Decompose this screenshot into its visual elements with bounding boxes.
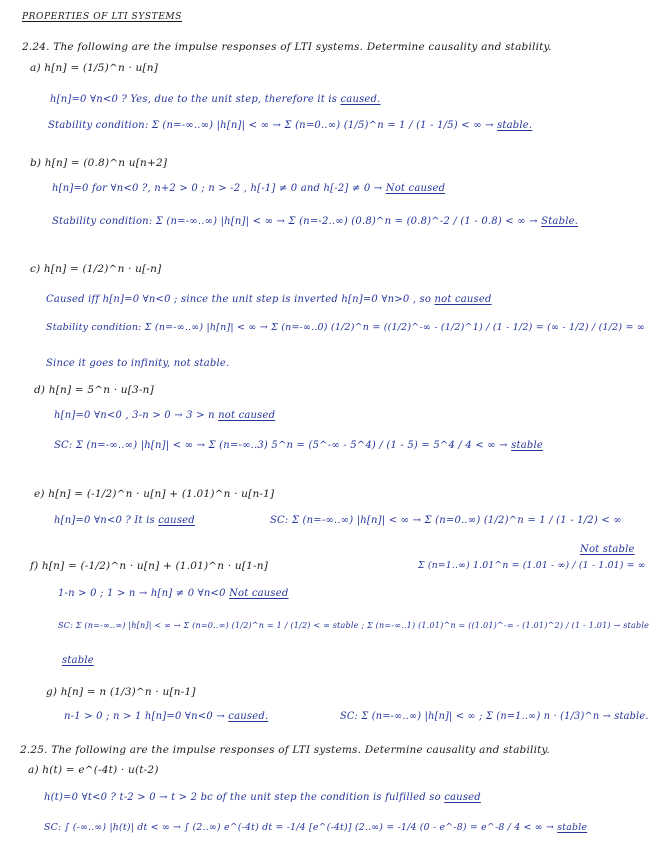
part-c-stability: Stability condition: Σ (n=-∞..∞) |h[n]| < ∞ → Σ (n=-∞..0) (1/2)^n = ((1/2)^-∞ - (1/2)^1) / (1 - 1/2) = (∞ - 1/2) / (1/2) = ∞ bbox=[46, 322, 646, 333]
part-g-causality-result: caused. bbox=[228, 711, 269, 722]
part-d-label: d) h[n] = 5^n · u[3-n] bbox=[34, 384, 154, 396]
part-b-causality bbox=[52, 183, 445, 194]
part-c-causality bbox=[46, 294, 492, 305]
part-a-stability bbox=[48, 120, 532, 131]
part-b-causality-result: Not caused bbox=[385, 183, 446, 194]
part-a-causality-result: caused. bbox=[340, 94, 381, 105]
part-b-stability bbox=[52, 216, 578, 227]
part-e-stability: SC: Σ (n=-∞..∞) |h[n]| < ∞ → Σ (n=0..∞) (1/2)^n = 1 / (1 - 1/2) < ∞ bbox=[270, 515, 622, 526]
part-b-causality-text: h[n]=0 for ∀n<0 ?, n+2 > 0 ; n > -2 , h[-1] ≠ 0 and h[-2] ≠ 0 → bbox=[52, 183, 383, 194]
part-e-stability-2 bbox=[418, 560, 646, 571]
part-b-stability-result: Stable. bbox=[541, 216, 579, 227]
part-g-causality bbox=[64, 711, 268, 722]
part-c-label: c) h[n] = (1/2)^n · u[-n] bbox=[30, 263, 162, 275]
part-a-stability-text: Stability condition: Σ (n=-∞..∞) |h[n]| < ∞ → Σ (n=0..∞) (1/5)^n = 1 / (1 - 1/5) < ∞ → bbox=[48, 120, 494, 131]
part-e-causality-text: h[n]=0 ∀n<0 ? It is bbox=[54, 515, 155, 526]
part-b-label: b) h[n] = (0.8)^n u[n+2] bbox=[30, 157, 168, 169]
part-b-stability-text: Stability condition: Σ (n=-∞..∞) |h[n]| < ∞ → Σ (n=-2..∞) (0.8)^n = (0.8)^-2 / (1 - 0.8) < ∞ → bbox=[52, 216, 538, 227]
part-g-stability: SC: Σ (n=-∞..∞) |h[n]| < ∞ ; Σ (n=1..∞) n · (1/3)^n → stable. bbox=[340, 711, 649, 722]
problem-225-statement: 2.25. The following are the impulse responses of LTI systems. Determine causality and stability. bbox=[20, 744, 550, 756]
part-f-stability: SC: Σ (n=-∞..∞) |h[n]| < ∞ → Σ (n=0..∞) (1/2)^n = 1 / (1/2) < ∞ stable ; Σ (n=-∞..1) (1.01)^n = ((1.01)^-∞ - (1.01)^2) / (1 - 1.01) → stable bbox=[58, 621, 650, 630]
part-e-label: e) h[n] = (-1/2)^n · u[n] + (1.01)^n · u[n-1] bbox=[34, 488, 275, 500]
part-225a-stability-text: SC: ∫ (-∞..∞) |h(t)| dt < ∞ → ∫ (2..∞) e^(-4t) dt = -1/4 [e^(-4t)] (2..∞) = -1/4 (0 - e^-8) = e^-8 / 4 < ∞ → bbox=[44, 822, 555, 833]
part-e-stability-2-result: Not stable bbox=[580, 544, 635, 555]
part-g-causality-text: n-1 > 0 ; n > 1 h[n]=0 ∀n<0 → bbox=[64, 711, 225, 722]
part-225a-causality bbox=[44, 792, 481, 803]
part-225a-stability bbox=[44, 822, 587, 833]
part-225a-causality-result: caused bbox=[444, 792, 481, 803]
part-225a-stability-result: stable bbox=[557, 822, 588, 833]
part-225a-causality-text: h(t)=0 ∀t<0 ? t-2 > 0 → t > 2 bc of the unit step the condition is fulfilled so bbox=[44, 792, 441, 803]
part-f-causality-result: Not caused bbox=[229, 588, 289, 599]
part-f-causality-text: 1-n > 0 ; 1 > n → h[n] ≠ 0 ∀n<0 bbox=[58, 588, 226, 599]
part-a-label: a) h[n] = (1/5)^n · u[n] bbox=[30, 62, 159, 74]
part-c-note: Since it goes to infinity, not stable. bbox=[46, 358, 230, 369]
part-f-causality bbox=[58, 588, 288, 599]
part-d-causality-text: h[n]=0 ∀n<0 , 3-n > 0 → 3 > n bbox=[54, 410, 215, 421]
part-f-label: f) h[n] = (-1/2)^n · u[n] + (1.01)^n · u[1-n] bbox=[30, 560, 269, 572]
part-f-stability-result: stable bbox=[62, 655, 94, 666]
part-e-stability-2-text: Σ (n=1..∞) 1.01^n = (1.01 - ∞) / (1 - 1.01) = ∞ bbox=[418, 560, 646, 571]
part-e-causality-result: caused bbox=[158, 515, 195, 526]
part-e-causality bbox=[54, 515, 195, 526]
part-d-causality-result: not caused bbox=[218, 410, 276, 421]
part-d-causality bbox=[54, 410, 275, 421]
part-d-stability-result: stable bbox=[511, 440, 543, 451]
part-c-causality-result: not caused bbox=[434, 294, 492, 305]
part-d-stability bbox=[54, 440, 543, 451]
page-title: PROPERTIES OF LTI SYSTEMS bbox=[22, 12, 182, 22]
part-g-label: g) h[n] = n (1/3)^n · u[n-1] bbox=[46, 686, 196, 698]
part-c-causality-text: Caused iff h[n]=0 ∀n<0 ; since the unit step is inverted h[n]=0 ∀n>0 , so bbox=[46, 294, 432, 305]
part-a-causality bbox=[50, 94, 381, 105]
part-a-causality-text: h[n]=0 ∀n<0 ? Yes, due to the unit step, therefore it is bbox=[50, 94, 338, 105]
part-a-stability-result: stable. bbox=[497, 120, 533, 131]
part-225a-label: a) h(t) = e^(-4t) · u(t-2) bbox=[28, 764, 159, 776]
problem-224-statement: 2.24. The following are the impulse responses of LTI systems. Determine causality and stability. bbox=[22, 41, 552, 53]
part-d-stability-text: SC: Σ (n=-∞..∞) |h[n]| < ∞ → Σ (n=-∞..3) 5^n = (5^-∞ - 5^4) / (1 - 5) = 5^4 / 4 < ∞ → bbox=[54, 440, 508, 451]
